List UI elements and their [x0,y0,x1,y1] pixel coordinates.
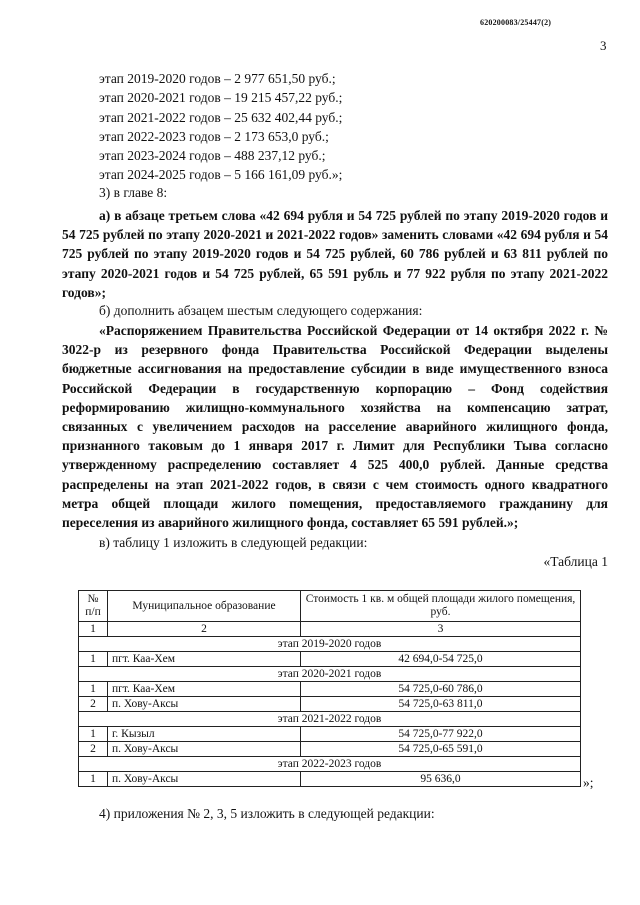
municipality: п. Хову-Аксы [108,742,301,757]
paragraph-a: а) в абзаце третьем слова «42 694 рубля и 54 725 рублей по этапу 2019-2020 годов и 54 725 рублей по этапу 2020-2021 и 2021-2022 годов» заменить словами «42 694 рубля и 54 725 рублей по этапу 2019-2020 годов и 54 725 рублей, 60 786 рублей и 63 811 рублей по этапу 2020-2021 годов и 54 725 рублей, 65 591 рубль и 77 922 рубля по этапу 2021-2022 годов»; [62,208,608,300]
header-cell: Стоимость 1 кв. м общей площади жилого помещения, руб. [301,591,581,622]
municipality: п. Хову-Аксы [108,697,301,712]
table-header-row [79,591,581,622]
list-item: этап 2020-2021 годов – 19 215 457,22 руб.; [99,90,343,106]
stage-row [79,667,581,682]
municipality: пгт. Каа-Хем [108,682,301,697]
row-number: 1 [79,772,108,787]
stage-amounts-list [99,69,342,185]
cost-value: 54 725,0-63 811,0 [301,697,581,712]
header-cell: № п/п [79,591,108,622]
table-row [79,727,581,742]
stage-row [79,637,581,652]
list-item: этап 2022-2023 годов – 2 173 653,0 руб.; [99,128,329,144]
municipality: п. Хову-Аксы [108,772,301,787]
page-number: 3 [600,38,607,53]
stage-label: этап 2021-2022 годов [79,712,581,727]
paragraph-c: в) таблицу 1 изложить в следующей редакции: [99,535,368,550]
list-item: этап 2019-2020 годов – 2 977 651,50 руб.; [99,71,336,86]
column-number: 1 [79,622,108,637]
stage-row [79,712,581,727]
paragraph-4: 4) приложения № 2, 3, 5 изложить в следующей редакции: [99,806,435,821]
municipality: пгт. Каа-Хем [108,652,301,667]
stage-label: этап 2019-2020 годов [79,637,581,652]
table-row [79,652,581,667]
row-number: 1 [79,652,108,667]
row-number: 1 [79,682,108,697]
cost-value: 54 725,0-65 591,0 [301,742,581,757]
document-id: 620200083/25447(2) [480,18,552,27]
column-number-row [79,622,581,637]
list-item: этап 2021-2022 годов – 25 632 402,44 руб.; [99,109,343,125]
table-row [79,772,581,787]
stage-label: этап 2020-2021 годов [79,667,581,682]
stage-row [79,757,581,772]
cost-value: 54 725,0-60 786,0 [301,682,581,697]
cost-table [78,590,581,787]
table-row [79,682,581,697]
list-item: этап 2023-2024 годов – 488 237,12 руб.; [99,148,326,164]
row-number: 2 [79,742,108,757]
column-number: 3 [301,622,581,637]
table-row [79,697,581,712]
table-end-mark: »; [583,775,594,790]
cost-value: 42 694,0-54 725,0 [301,652,581,667]
row-number: 1 [79,727,108,742]
chapter-8-heading: 3) в главе 8: [99,185,168,200]
table-caption: «Таблица 1 [543,554,608,569]
municipality: г. Кызыл [108,727,301,742]
column-number: 2 [108,622,301,637]
row-number: 2 [79,697,108,712]
header-cell: Муниципальное образование [108,591,301,622]
stage-label: этап 2022-2023 годов [79,757,581,772]
list-item: этап 2024-2025 годов – 5 166 161,09 руб.»; [99,167,343,183]
table-row [79,742,581,757]
cost-value: 95 636,0 [301,772,581,787]
paragraph-quote: «Распоряжением Правительства Российской Федерации от 14 октября 2022 г. № 3022-р из резервного фонда Правительства Российской Федерации выделены бюджетные ассигнования на предоставление субсидии в виде имущественного взноса Российской Федерации в государственную корпорацию – Фонд содействия реформированию жилищно-коммунального хозяйства на компенсацию затрат, связанных с увеличением расходов на расселение аварийного жилищного фонда, признанного таковым до 1 января 2017 г. Лимит для Республики Тыва согласно утвержденному распределению составляет 4 525 400,0 рублей. Данные средства распределены на этап 2021-2022 годов, в связи с чем стоимость одного квадратного метра общей площади жилого помещения, предоставляемого гражданину для переселения из аварийного жилищного фонда, составляет 65 591 рублей.»; [62,323,608,531]
cost-value: 54 725,0-77 922,0 [301,727,581,742]
paragraph-b: б) дополнить абзацем шестым следующего содержания: [99,303,423,318]
